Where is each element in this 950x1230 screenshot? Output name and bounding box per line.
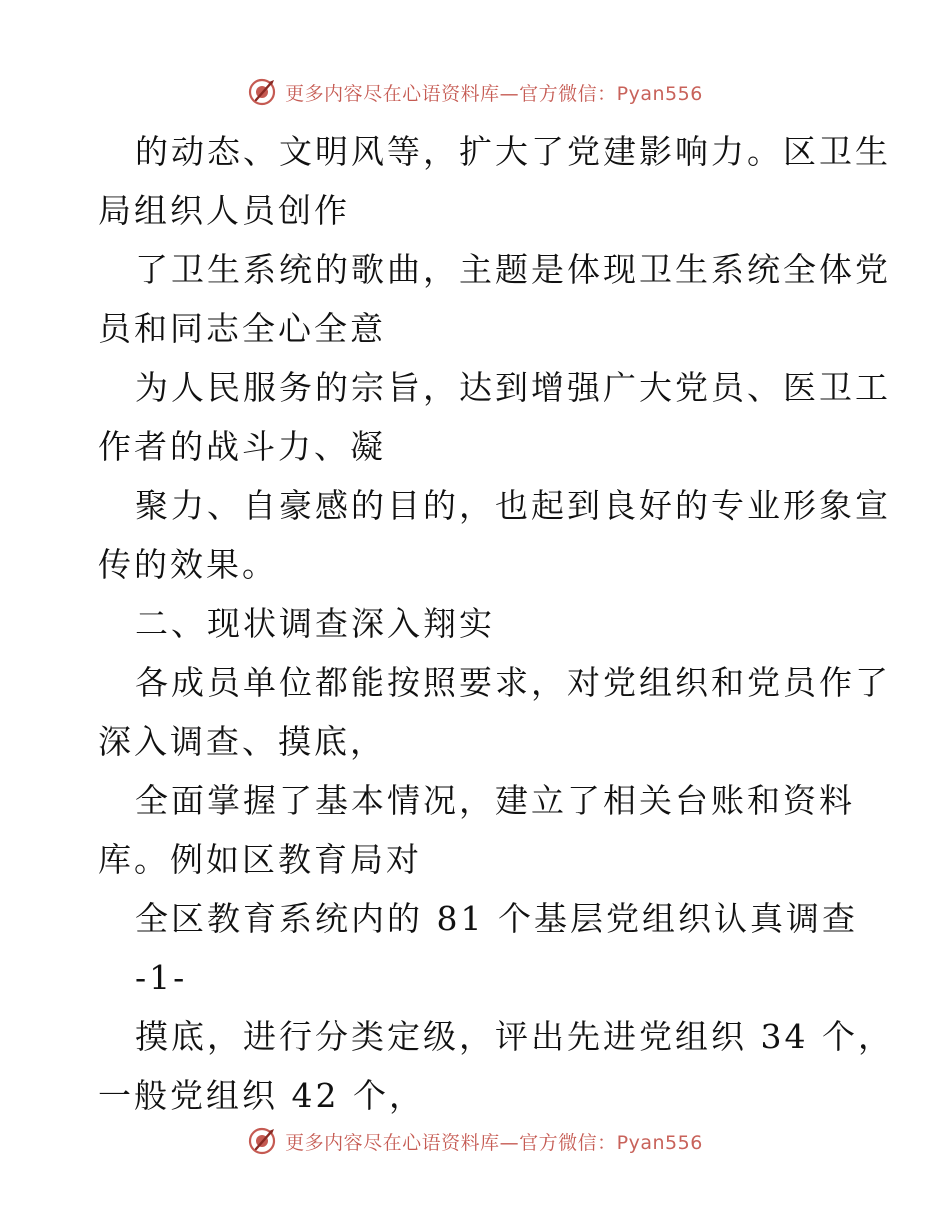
body-text-line: 一般党组织 42 个，: [98, 1076, 425, 1115]
watermark-prefix: 更多内容尽在心语资料库—官方微信：: [285, 82, 617, 105]
body-text-line: 作者的战斗力、凝: [98, 427, 386, 466]
header-watermark: [0, 72, 950, 112]
body-text-line: 聚力、自豪感的目的，也起到良好的专业形象宣: [135, 486, 891, 525]
body-text-line: 各成员单位都能按照要求，对党组织和党员作了: [135, 663, 891, 702]
quill-seal-icon: [247, 77, 277, 107]
watermark-prefix: 更多内容尽在心语资料库—官方微信：: [285, 1131, 617, 1154]
page-number: -1-: [135, 958, 188, 997]
quill-seal-icon: [247, 1126, 277, 1156]
body-text-line: 传的效果。: [98, 545, 278, 584]
footer-watermark: [0, 1121, 950, 1161]
body-text-line: 全区教育系统内的 81 个基层党组织认真调查: [135, 899, 858, 938]
body-text-line: 库。例如区教育局对: [98, 840, 422, 879]
document-body: [98, 122, 894, 1125]
watermark-text: [285, 79, 703, 106]
body-text-line: 局组织人员创作: [98, 191, 350, 230]
body-text-line: 员和同志全心全意: [98, 309, 386, 348]
body-text-line: 全面掌握了基本情况，建立了相关台账和资料: [135, 781, 855, 820]
wechat-handle: Pyan556: [616, 1131, 703, 1154]
watermark-text: [285, 1128, 703, 1155]
wechat-handle: Pyan556: [616, 82, 703, 105]
body-text-line: 了卫生系统的歌曲，主题是体现卫生系统全体党: [135, 250, 891, 289]
body-text-line: 为人民服务的宗旨，达到增强广大党员、医卫工: [135, 368, 891, 407]
body-text-line: 深入调查、摸底，: [98, 722, 386, 761]
body-text-line: 二、现状调查深入翔实: [135, 604, 495, 643]
body-text-line: 的动态、文明风等，扩大了党建影响力。区卫生: [135, 132, 891, 171]
body-text-line: 摸底，进行分类定级，评出先进党组织 34 个，: [135, 1017, 894, 1056]
